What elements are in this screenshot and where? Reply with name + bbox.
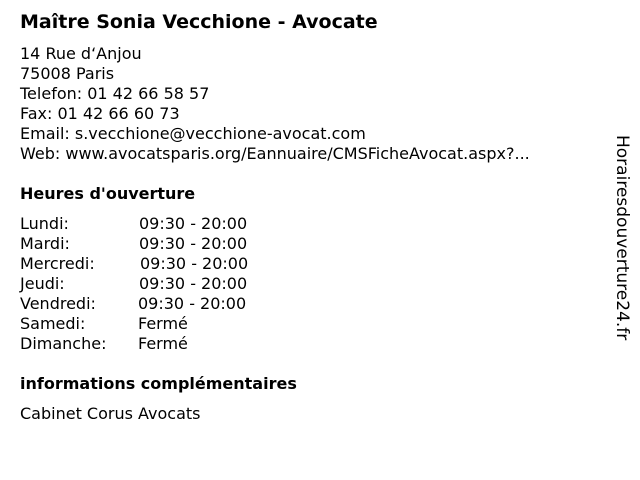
phone-number: Telefon: 01 42 66 58 57 bbox=[20, 84, 210, 103]
email-address: Email: s.vecchione@vecchione-avocat.com bbox=[20, 124, 366, 143]
fax-number: Fax: 01 42 66 60 73 bbox=[20, 104, 180, 123]
day-label-tuesday: Mardi: bbox=[20, 234, 70, 253]
hours-tuesday: 09:30 - 20:00 bbox=[139, 234, 248, 253]
day-label-wednesday: Mercredi: bbox=[20, 254, 95, 273]
page-title: Maître Sonia Vecchione - Avocate bbox=[20, 11, 378, 33]
day-label-thursday: Jeudi: bbox=[20, 274, 65, 293]
website-url: Web: www.avocatsparis.org/Eannuaire/CMSFicheAvocat.aspx?... bbox=[20, 144, 530, 163]
day-label-friday: Vendredi: bbox=[20, 294, 96, 313]
hours-thursday: 09:30 - 20:00 bbox=[139, 274, 248, 293]
hours-friday: 09:30 - 20:00 bbox=[138, 294, 247, 313]
address-street: 14 Rue d‘Anjou bbox=[20, 44, 142, 63]
hours-wednesday: 09:30 - 20:00 bbox=[140, 254, 249, 273]
day-label-saturday: Samedi: bbox=[20, 314, 86, 333]
address-city: 75008 Paris bbox=[20, 64, 115, 83]
hours-sunday: Fermé bbox=[138, 334, 188, 353]
additional-info-heading: informations complémentaires bbox=[20, 374, 297, 393]
hours-saturday: Fermé bbox=[138, 314, 188, 333]
site-watermark: Horairesdouverture24.fr bbox=[612, 135, 632, 341]
hours-monday: 09:30 - 20:00 bbox=[139, 214, 248, 233]
day-label-monday: Lundi: bbox=[20, 214, 69, 233]
opening-hours-heading: Heures d'ouverture bbox=[20, 184, 196, 203]
day-label-sunday: Dimanche: bbox=[20, 334, 107, 353]
additional-info-text: Cabinet Corus Avocats bbox=[20, 404, 201, 423]
